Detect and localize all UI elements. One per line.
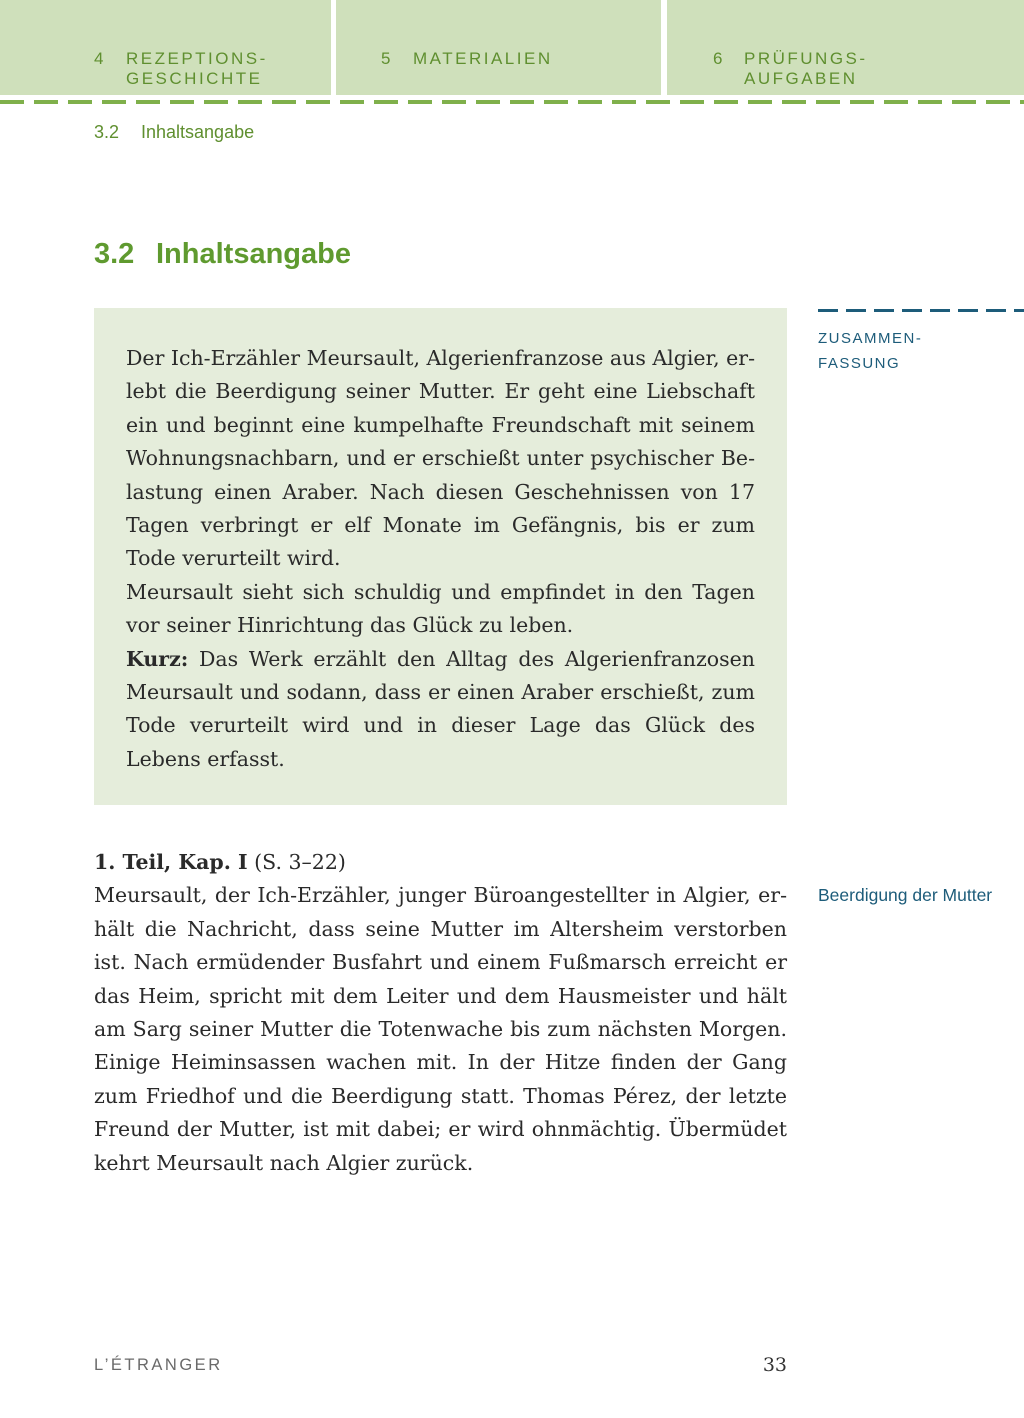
- chapter-title-text: Inhaltsangabe: [156, 238, 351, 270]
- running-head: [94, 122, 254, 143]
- running-head-title: Inhaltsangabe: [141, 122, 255, 142]
- nav-tab-rezeptionsgeschichte[interactable]: [0, 0, 331, 95]
- section-heading-text: 1. Teil, Kap. I: [94, 850, 248, 874]
- summary-paragraph: Der Ich-Erzähler Meursault, Algerienfranzose aus Algier, erlebt die Beerdigung seiner Mutter. Er geht eine Liebschaft ein und beginnt eine kumpelhafte Freundschaft mit seinem Wohnungsnachbarn, und er erschießt unter psychischer Belastung einen Araber. Nach diesen Geschehnissen von 17 Tagen verbringt er elf Monate im Gefängnis, bis er zum Tode verurteilt wird.: [126, 346, 755, 571]
- kurz-text: Das Werk erzählt den Alltag des Algerienfranzosen Meursault und sodann, dass er einen Araber erschießt, zum Tode verurteilt wird und in dieser Lage das Glück des Lebens erfasst.: [126, 646, 755, 771]
- nav-tab-label: PRÜFUNGS- AUFGABEN: [744, 49, 868, 88]
- summary-kurz-paragraph: [126, 643, 755, 777]
- section-body: [94, 846, 787, 1180]
- summary-paragraph: Meursault sieht sich schuldig und empfindet in den Tagen vor seiner Hinrichtung das Glück zu leben.: [126, 579, 755, 638]
- summary-text: [126, 342, 755, 776]
- nav-tab-materialien[interactable]: [336, 0, 661, 95]
- margin-section-note: Beerdigung der Mutter: [818, 885, 993, 905]
- nav-tab-label: MATERIALIEN: [413, 49, 553, 68]
- margin-dashed-divider: [818, 309, 1024, 312]
- running-head-number: 3.2: [94, 122, 120, 142]
- nav-tab-label: REZEPTIONS- GESCHICHTE: [126, 49, 268, 88]
- nav-tab-number: 6: [713, 49, 725, 68]
- nav-tab-number: 4: [94, 49, 106, 68]
- nav-tab-number: 5: [381, 49, 393, 68]
- section-pages: (S. 3–22): [247, 850, 346, 874]
- section-paragraph: Meursault, der Ich-Erzähler, junger Büroangestellter in Algier, erhält die Nachricht, dass seine Mutter im Altersheim verstorben ist. Nach ermüdender Busfahrt und einem Fußmarsch erreicht er das Heim, spricht mit dem Leiter und dem Hausmeister und hält am Sarg seiner Mutter die Totenwache bis zum nächsten Morgen. Einige Heiminsassen wachen mit. In der Hitze finden der Gang zum Friedhof und die Beerdigung statt. Thomas Pérez, der letzte Freund der Mutter, ist mit dabei; er wird ohnmächtig. Übermüdet kehrt Meursault nach Algier zurück.: [94, 883, 787, 1175]
- chapter-number: 3.2: [94, 238, 135, 270]
- page-number: 33: [762, 1354, 787, 1376]
- header-dashed-divider: [0, 100, 1024, 104]
- section-heading: [94, 846, 787, 879]
- nav-tab-pruefungsaufgaben[interactable]: [667, 0, 1024, 95]
- footer-book-title: L’ÉTRANGER: [94, 1356, 223, 1374]
- margin-summary-label: ZUSAMMEN- FASSUNG: [818, 330, 923, 372]
- chapter-title: [94, 238, 351, 271]
- kurz-label: Kurz:: [126, 646, 189, 671]
